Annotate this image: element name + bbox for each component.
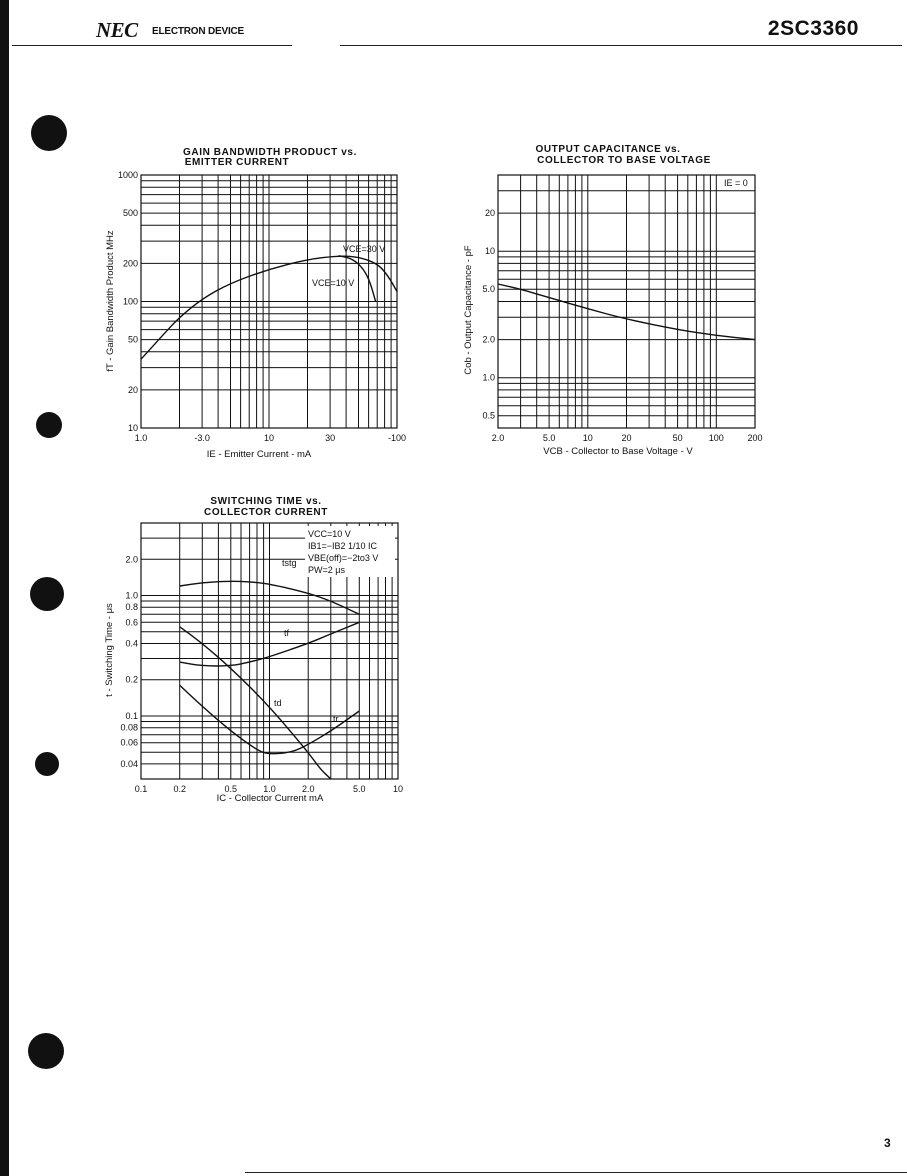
chart3-title-line2: COLLECTOR CURRENT (204, 507, 328, 518)
chart-output-capacitance (463, 144, 763, 457)
brand-subtitle: ELECTRON DEVICE (152, 26, 245, 37)
chart3-xtick-2: 0.5 (224, 784, 238, 794)
chart1-ytick-4: 50 (127, 334, 138, 345)
chart2-xtick-1: 5.0 (542, 433, 556, 443)
chart3-ytick-4: 0.4 (125, 638, 138, 649)
chart2-grid (498, 175, 755, 428)
chart1-title-line2: EMITTER CURRENT (184, 157, 290, 168)
chart1-ytick-5: 20 (127, 384, 138, 395)
chart1-grid (141, 175, 397, 428)
chart2-title-line2: COLLECTOR TO BASE VOLTAGE (537, 155, 711, 166)
chart1-ytick-3: 100 (122, 296, 138, 307)
chart3-ytick-1: 1.0 (125, 590, 138, 601)
chart1-xlabel: IE - Emitter Current - mA (206, 449, 312, 460)
chart3-ytick-7: 0.08 (120, 722, 138, 733)
chart3-ytick-5: 0.2 (125, 674, 138, 685)
chart1-xtick-2: 10 (263, 433, 275, 443)
chart1-xtick-3: 30 (325, 433, 336, 443)
chart3-xtick-3: 1.0 (263, 784, 276, 794)
chart3-label-td: td (274, 698, 282, 708)
brand-logo: NEC (96, 18, 138, 42)
chart2-ytick-5: 0.5 (482, 410, 495, 421)
chart2-condition: IE = 0 (724, 178, 748, 188)
chart3-label-tf: tf (284, 628, 290, 638)
chart2-ytick-2: 5.0 (482, 284, 495, 295)
chart3-xtick-6: 10 (392, 784, 404, 794)
chart2-ylabel: Cob - Output Capacitance - pF (463, 245, 474, 375)
chart1-xtick-1: -3.0 (194, 433, 210, 443)
chart2-xtick-2: 10 (582, 433, 593, 443)
chart3-condition-vcc: VCC=10 V (308, 529, 351, 539)
chart3-ylabel: t - Switching Time - μs (104, 603, 115, 697)
chart3-ticks (120, 554, 403, 794)
chart3-condition-vbe: VBE(off)=−2to3 V (308, 553, 379, 563)
chart2-ytick-3: 2.0 (482, 334, 495, 345)
chart3-xtick-0: 0.1 (134, 784, 148, 794)
chart1-label-vce30: VCE=30 V (343, 244, 386, 254)
chart-switching-time (104, 496, 403, 804)
chart1-ytick-0: 1000 (117, 170, 138, 180)
chart1-ylabel: fT - Gain Bandwidth Product MHz (105, 230, 116, 372)
chart-gain-bandwidth (105, 147, 406, 460)
part-number: 2SC3360 (767, 17, 859, 40)
chart3-ytick-0: 2.0 (125, 554, 138, 565)
chart3-ytick-8: 0.06 (120, 737, 138, 748)
chart3-xlabel: IC - Collector Current mA (216, 793, 324, 804)
chart2-xtick-4: 50 (672, 433, 683, 443)
chart3-title-line1: SWITCHING TIME vs. (210, 496, 322, 507)
chart2-ytick-4: 1.0 (482, 372, 495, 383)
chart3-ytick-3: 0.6 (125, 617, 138, 628)
chart1-xtick-4: -100 (387, 433, 407, 443)
chart1-ytick-1: 500 (122, 208, 138, 219)
chart2-ytick-1: 10 (484, 246, 495, 257)
chart2-title-line1: OUTPUT CAPACITANCE vs. (535, 144, 681, 155)
chart1-title-line1: GAIN BANDWIDTH PRODUCT vs. (183, 147, 357, 158)
chart1-xtick-0: 1.0 (134, 433, 148, 443)
chart2-xtick-6: 200 (747, 433, 763, 443)
chart3-label-tstg: tstg (282, 558, 297, 568)
chart3-label-tr: tr (333, 714, 339, 724)
chart1-ytick-6: 10 (127, 423, 138, 433)
chart2-xlabel: VCB - Collector to Base Voltage - V (543, 446, 693, 457)
chart3-ytick-6: 0.1 (125, 711, 138, 721)
chart3-xtick-1: 0.2 (173, 784, 186, 794)
chart3-condition-ib: IB1=−IB2 1/10 IC (308, 541, 378, 551)
chart2-ytick-0: 20 (484, 208, 495, 219)
chart2-xtick-5: 100 (708, 433, 724, 443)
chart2-xtick-3: 20 (621, 433, 632, 443)
page-number: 3 (884, 1136, 891, 1150)
chart3-xtick-5: 5.0 (353, 784, 366, 794)
chart1-ytick-2: 200 (122, 258, 138, 269)
chart3-xtick-4: 2.0 (301, 784, 315, 794)
chart3-condition-pw: PW=2 μs (308, 565, 345, 575)
chart2-xtick-0: 2.0 (491, 433, 505, 443)
chart3-ytick-9: 0.04 (120, 758, 138, 769)
chart1-label-vce10: VCE=10 V (312, 278, 355, 288)
chart2-ticks (482, 208, 762, 443)
chart3-ytick-2: 0.8 (125, 602, 138, 613)
chart1-ticks (118, 170, 406, 443)
